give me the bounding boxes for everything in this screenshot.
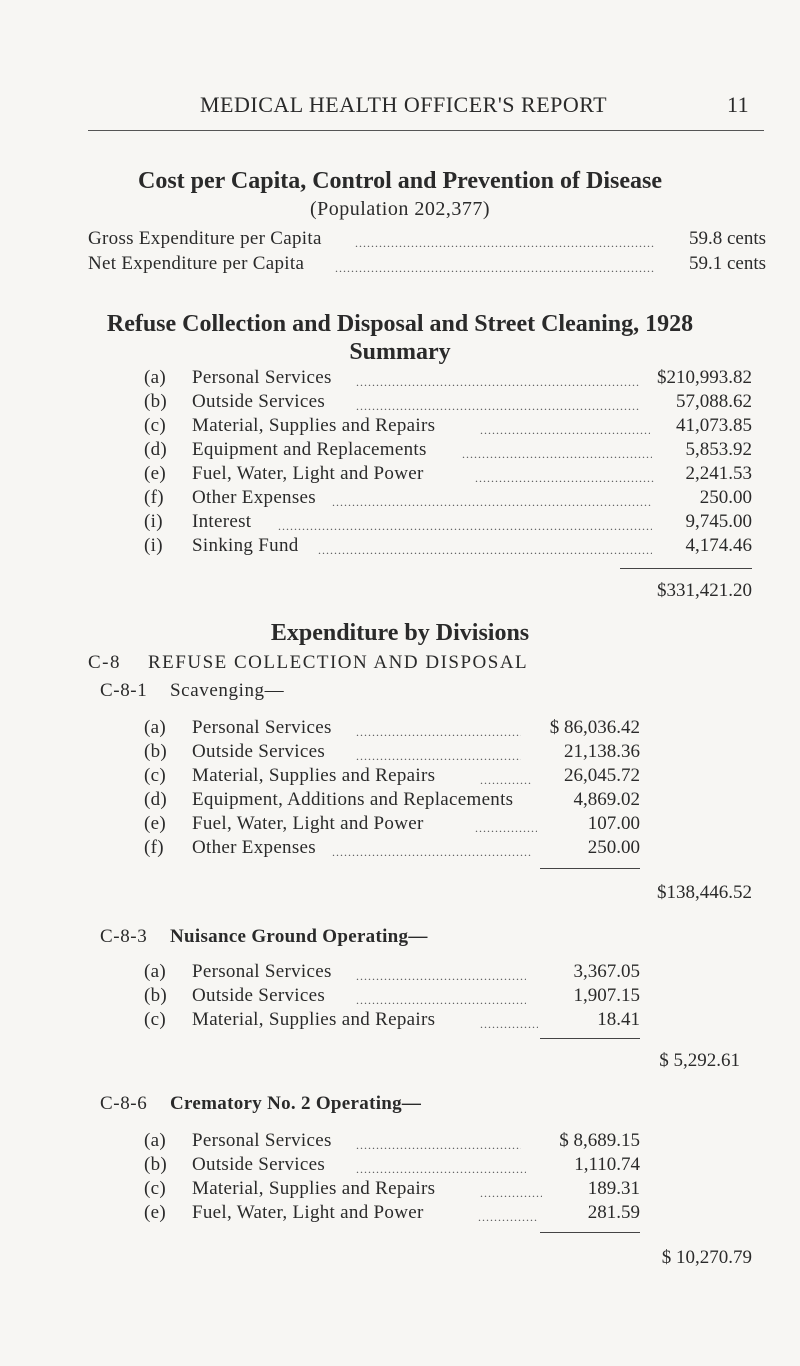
- row-label: Material, Supplies and Repairs: [192, 415, 436, 436]
- row-label: Personal Services: [192, 367, 332, 388]
- row-code: (f): [144, 837, 164, 858]
- row-code: (e): [144, 1202, 166, 1223]
- group-total: $138,446.52: [657, 882, 752, 903]
- row-label: Fuel, Water, Light and Power: [192, 813, 424, 834]
- row-label: Material, Supplies and Repairs: [192, 1009, 436, 1030]
- row-label: Personal Services: [192, 1130, 332, 1151]
- row-code: (c): [144, 765, 166, 786]
- row-code: (i): [144, 535, 163, 556]
- row-value: 18.41: [597, 1009, 640, 1030]
- row-label: Fuel, Water, Light and Power: [192, 463, 424, 484]
- header-rule: [88, 130, 764, 131]
- running-title: MEDICAL HEALTH OFFICER'S REPORT: [200, 92, 608, 117]
- summary-total: $331,421.20: [657, 580, 752, 601]
- dot-leader: [356, 375, 640, 395]
- row-label: Sinking Fund: [192, 535, 299, 556]
- row-value: 21,138.36: [564, 741, 640, 762]
- row-value: 41,073.85: [676, 415, 752, 436]
- row-label: Other Expenses: [192, 487, 316, 508]
- row-label: Outside Services: [192, 741, 326, 762]
- row-value: 107.00: [587, 813, 640, 834]
- row-code: (i): [144, 511, 163, 532]
- total-rule: [540, 868, 640, 869]
- row-code: (a): [144, 367, 166, 388]
- row-value: $ 86,036.42: [549, 717, 640, 738]
- group-code: C-8-6: [100, 1093, 148, 1114]
- dot-leader: [480, 423, 650, 443]
- cost-per-capita-heading: Cost per Capita, Control and Prevention of Disease: [138, 168, 662, 194]
- row-value: 281.59: [587, 1202, 640, 1223]
- row-value: 4,174.46: [685, 535, 752, 556]
- row-label: Outside Services: [192, 1154, 326, 1175]
- group-total: $ 10,270.79: [661, 1247, 752, 1268]
- group-title: Scavenging—: [170, 680, 285, 701]
- row-value: 57,088.62: [676, 391, 752, 412]
- row-code: (c): [144, 415, 166, 436]
- dot-leader: [478, 1210, 538, 1230]
- row-label: Net Expenditure per Capita: [88, 253, 305, 274]
- page-number: 11: [727, 92, 750, 117]
- row-code: (c): [144, 1009, 166, 1030]
- dot-leader: [335, 261, 655, 281]
- total-rule: [620, 568, 752, 569]
- row-code: (a): [144, 717, 166, 738]
- row-code: (d): [144, 789, 168, 810]
- row-value: 250.00: [587, 837, 640, 858]
- row-label: Personal Services: [192, 961, 332, 982]
- group-total: $ 5,292.61: [659, 1050, 740, 1071]
- row-code: (e): [144, 463, 166, 484]
- dot-leader: [318, 543, 652, 563]
- row-label: Fuel, Water, Light and Power: [192, 1202, 424, 1223]
- row-value: 1,110.74: [574, 1154, 640, 1175]
- row-code: (b): [144, 1154, 168, 1175]
- dot-leader: [332, 845, 532, 865]
- row-label: Material, Supplies and Repairs: [192, 765, 436, 786]
- row-label: Equipment and Replacements: [192, 439, 427, 460]
- dot-leader: [356, 725, 521, 745]
- total-rule: [540, 1232, 640, 1233]
- row-label: Other Expenses: [192, 837, 316, 858]
- row-label: Gross Expenditure per Capita: [88, 228, 322, 249]
- row-code: (d): [144, 439, 168, 460]
- row-value: 4,869.02: [573, 789, 640, 810]
- row-value: 189.31: [587, 1178, 640, 1199]
- dot-leader: [475, 821, 537, 841]
- row-code: (a): [144, 1130, 166, 1151]
- row-code: (e): [144, 813, 166, 834]
- row-label: Equipment, Additions and Replacements: [192, 789, 514, 810]
- row-code: (a): [144, 961, 166, 982]
- refuse-heading: Refuse Collection and Disposal and Street Cleaning, 1928: [106, 311, 694, 337]
- row-value: 5,853.92: [685, 439, 752, 460]
- dot-leader: [356, 969, 526, 989]
- group-title: Crematory No. 2 Operating—: [170, 1093, 422, 1114]
- row-label: Personal Services: [192, 717, 332, 738]
- group-code: C-8-1: [100, 680, 148, 701]
- row-value: 3,367.05: [573, 961, 640, 982]
- dot-leader: [480, 1186, 542, 1206]
- dot-leader: [278, 519, 652, 539]
- total-rule: [540, 1038, 640, 1039]
- divisions-heading: Expenditure by Divisions: [270, 620, 530, 646]
- row-code: (b): [144, 741, 168, 762]
- group-title: Nuisance Ground Operating—: [170, 926, 428, 947]
- group-code: C-8-3: [100, 926, 148, 947]
- row-label: Outside Services: [192, 985, 326, 1006]
- population-note: (Population 202,377): [310, 198, 490, 220]
- row-code: (c): [144, 1178, 166, 1199]
- row-code: (f): [144, 487, 164, 508]
- row-value: $210,993.82: [657, 367, 752, 388]
- row-code: (b): [144, 391, 168, 412]
- section-code: C-8: [88, 652, 121, 673]
- summary-subheading: Summary: [349, 339, 451, 365]
- row-label: Material, Supplies and Repairs: [192, 1178, 436, 1199]
- dot-leader: [475, 471, 655, 491]
- row-label: Outside Services: [192, 391, 326, 412]
- row-value: $ 8,689.15: [559, 1130, 640, 1151]
- row-value: 250.00: [699, 487, 752, 508]
- row-value: 26,045.72: [564, 765, 640, 786]
- row-label: Interest: [192, 511, 252, 532]
- dot-leader: [480, 1017, 538, 1037]
- section-title: REFUSE COLLECTION AND DISPOSAL: [148, 652, 529, 673]
- dot-leader: [356, 1138, 521, 1158]
- dot-leader: [462, 447, 652, 467]
- dot-leader: [332, 495, 652, 515]
- row-value: 1,907.15: [573, 985, 640, 1006]
- row-value: 59.8 cents: [688, 228, 766, 249]
- row-value: 9,745.00: [685, 511, 752, 532]
- row-value: 59.1 cents: [688, 253, 766, 274]
- row-value: 2,241.53: [685, 463, 752, 484]
- dot-leader: [355, 236, 655, 256]
- row-code: (b): [144, 985, 168, 1006]
